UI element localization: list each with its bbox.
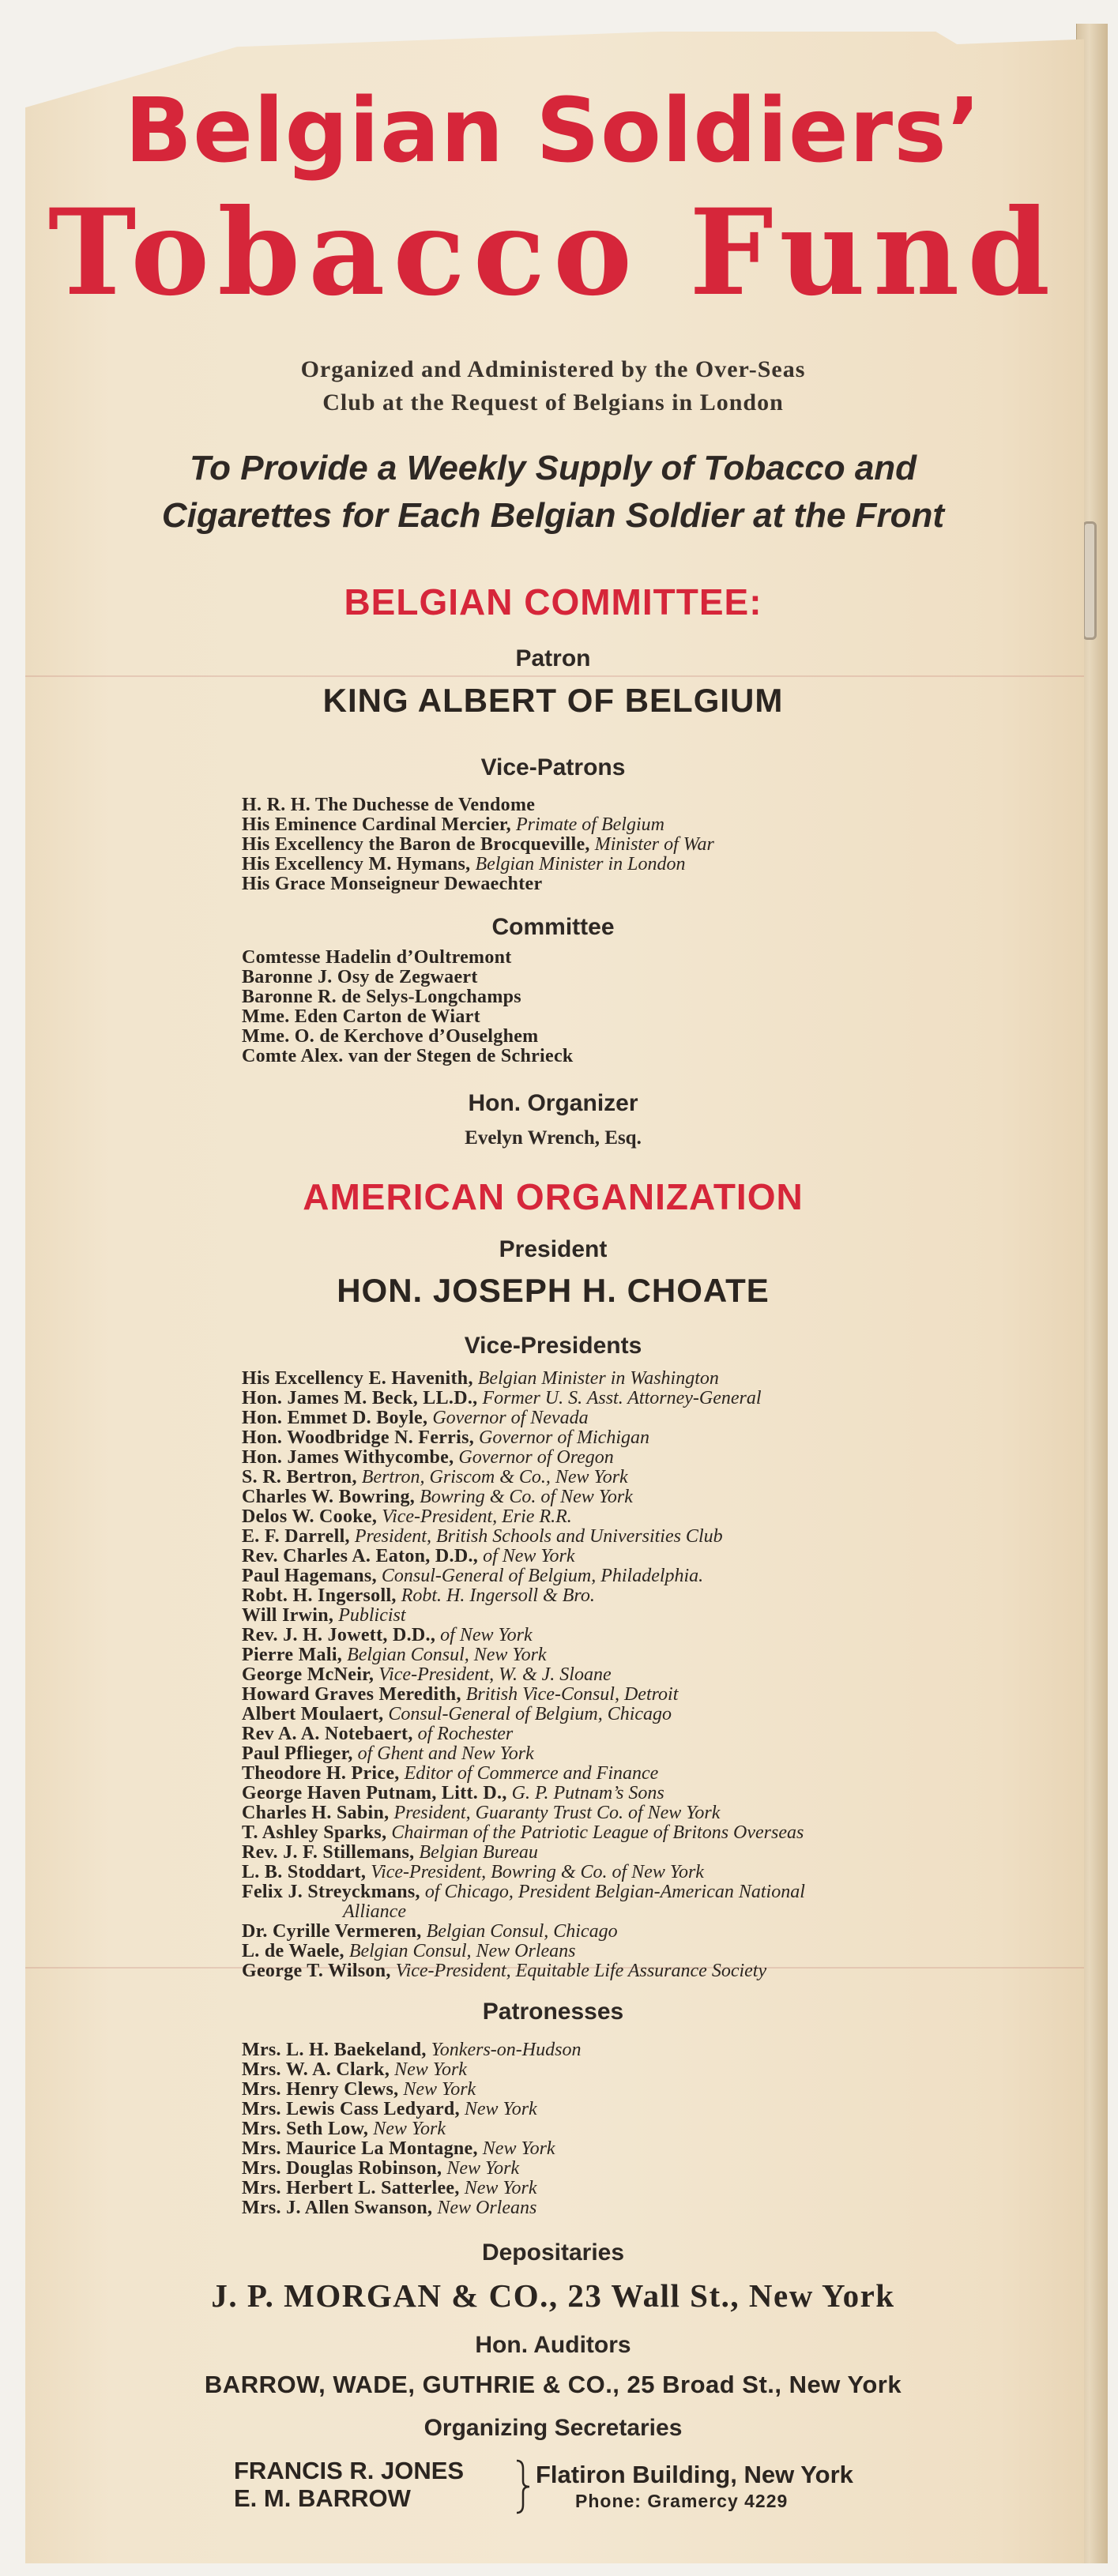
list-item-description: of New York (483, 1546, 575, 1566)
list-item (242, 2159, 1032, 2179)
list-item (242, 1027, 1032, 1047)
vice-presidents-label: Vice-Presidents (464, 1333, 642, 1359)
list-item (242, 1448, 1032, 1468)
list-item-name: Mrs. Maurice La Montagne, (242, 2138, 478, 2159)
auditors-name: BARROW, WADE, GUTHRIE & CO., 25 Broad St., New York (204, 2371, 902, 2398)
list-item (242, 1527, 1032, 1547)
list-item-name: Mrs. Douglas Robinson, (242, 2158, 442, 2179)
list-item (242, 1764, 1032, 1784)
list-item (242, 835, 1032, 855)
list-item (242, 987, 1032, 1007)
list-item (242, 1882, 1032, 1902)
list-item-name: H. R. H. The Duchesse de Vendome (242, 795, 536, 815)
list-item (242, 1863, 1032, 1882)
address: Flatiron Building, New York (536, 2461, 853, 2488)
list-item-description: Vice-President, W. & J. Sloane (378, 1664, 612, 1685)
list-item-name: Paul Pflieger, (242, 1743, 353, 1764)
list-item-description: Belgian Minister in London (475, 854, 686, 874)
president-name: HON. JOSEPH H. CHOATE (337, 1272, 770, 1309)
list-item (242, 1047, 1032, 1066)
list-item (242, 795, 1032, 815)
list-item-name: E. F. Darrell, (242, 1526, 350, 1547)
list-item (242, 874, 1032, 894)
purpose-line-1: To Provide a Weekly Supply of Tobacco and (189, 449, 917, 487)
list-item-description: President, Guaranty Trust Co. of New York (393, 1803, 721, 1823)
list-item (242, 1408, 1032, 1428)
list-item-description: Editor of Commerce and Finance (404, 1763, 659, 1784)
list-item-name: His Excellency E. Havenith, (242, 1368, 473, 1389)
list-item-name: Howard Graves Meredith, (242, 1684, 461, 1705)
list-item (242, 2119, 1032, 2139)
list-item (242, 1428, 1032, 1448)
list-item (242, 1803, 1032, 1823)
list-item (242, 1705, 1032, 1724)
patronesses-label: Patronesses (482, 1999, 624, 2025)
list-item-description: Robt. H. Ingersoll & Bro. (401, 1585, 595, 1606)
list-item (242, 1922, 1032, 1942)
list-item-name: Comtesse Hadelin d’Oultremont (242, 947, 512, 968)
list-item (242, 1823, 1032, 1843)
list-item-description: of Ghent and New York (357, 1743, 534, 1764)
list-item-name: Mrs. L. H. Baekeland, (242, 2040, 427, 2060)
list-item-name: Mme. O. de Kerchove d’Ouselghem (242, 1026, 539, 1047)
list-item-name: L. de Waele, (242, 1941, 344, 1961)
list-item-description: Primate of Belgium (515, 814, 664, 835)
list-item-description: Governor of Oregon (458, 1447, 614, 1468)
list-item-name: Mrs. J. Allen Swanson, (242, 2198, 433, 2218)
list-item-name: Felix J. Streyckmans, (242, 1882, 420, 1902)
list-item (242, 1645, 1032, 1665)
list-item-description: Consul-General of Belgium, Chicago (388, 1704, 672, 1724)
list-item-name: Theodore H. Price, (242, 1763, 400, 1784)
purpose-line-2: Cigarettes for Each Belgian Soldier at the Front (161, 496, 945, 535)
organizer-label: Hon. Organizer (468, 1090, 638, 1116)
list-item (242, 1468, 1032, 1487)
list-item-name: Rev A. A. Notebaert, (242, 1724, 413, 1744)
list-item-name: George McNeir, (242, 1664, 375, 1685)
list-item-description: Alliance (343, 1901, 406, 1922)
list-item (242, 2139, 1032, 2159)
list-item (242, 1487, 1032, 1507)
list-item (242, 1942, 1032, 1961)
list-item-name: George T. Wilson, (242, 1961, 391, 1981)
list-item (242, 1507, 1032, 1527)
list-item (242, 1843, 1032, 1863)
list-item-name: Rev. J. F. Stillemans, (242, 1842, 415, 1863)
list-item-description: Yonkers-on-Hudson (431, 2040, 582, 2060)
list-item-description: New York (464, 2099, 537, 2119)
title-line-1: Belgian Soldiers’ (124, 80, 982, 182)
list-item-name: Comte Alex. van der Stegen de Schrieck (242, 1046, 574, 1066)
vice-patrons-list (242, 795, 1032, 894)
list-item (242, 1369, 1032, 1389)
list-item-name: Mme. Eden Carton de Wiart (242, 1006, 480, 1027)
list-item-name: Rev. Charles A. Eaton, D.D., (242, 1546, 479, 1566)
vice-presidents-list (242, 1369, 1032, 1981)
list-item-name: Mrs. Seth Low, (242, 2119, 369, 2139)
committee-list (242, 948, 1032, 1066)
list-item (242, 2198, 1032, 2218)
list-item-description: Publicist (338, 1605, 406, 1626)
list-item-description: Belgian Bureau (419, 1842, 538, 1863)
list-item-name: Hon. James Withycombe, (242, 1447, 454, 1468)
list-item (242, 948, 1032, 968)
list-item-description: Vice-President, Equitable Life Assurance Society (395, 1961, 767, 1981)
list-item-description: New York (373, 2119, 446, 2139)
list-item (242, 1902, 1032, 1922)
list-item-name: Mrs. Herbert L. Satterlee, (242, 2178, 460, 2198)
list-item (242, 2080, 1032, 2100)
list-item-description: Consul-General of Belgium, Philadelphia. (381, 1566, 704, 1586)
list-item-description: Former U. S. Asst. Attorney-General (482, 1388, 762, 1408)
patronesses-list (242, 2040, 1032, 2218)
list-item (242, 1626, 1032, 1645)
organizer-name: Evelyn Wrench, Esq. (465, 1127, 642, 1149)
list-item-name: Robt. H. Ingersoll, (242, 1585, 397, 1606)
list-item-name: His Excellency M. Hymans, (242, 854, 471, 874)
list-item (242, 1665, 1032, 1685)
list-item-description: New York (403, 2079, 476, 2100)
list-item-description: Belgian Minister in Washington (477, 1368, 719, 1389)
list-item (242, 1606, 1032, 1626)
list-item-description: Bowring & Co. of New York (420, 1487, 633, 1507)
list-item (242, 1547, 1032, 1566)
secretary-2: E. M. BARROW (234, 2484, 411, 2512)
list-item-description: G. P. Putnam’s Sons (511, 1783, 664, 1803)
purpose-statement (47, 445, 1059, 540)
title-line-2: Tobacco Fund (47, 183, 1059, 322)
secretaries-label: Organizing Secretaries (423, 2415, 683, 2441)
list-item-name: Will Irwin, (242, 1605, 334, 1626)
list-item-description: New York (394, 2059, 467, 2080)
patron-label: Patron (515, 645, 591, 671)
organized-by (47, 353, 1059, 419)
list-item-name: Dr. Cyrille Vermeren, (242, 1921, 422, 1942)
list-item-description: of Chicago, President Belgian-American National (424, 1882, 805, 1902)
list-item (242, 1389, 1032, 1408)
list-item-name: Hon. James M. Beck, LL.D., (242, 1388, 478, 1408)
list-item-description: Governor of Nevada (432, 1408, 589, 1428)
list-item-name: His Eminence Cardinal Mercier, (242, 814, 511, 835)
american-organization-heading: AMERICAN ORGANIZATION (303, 1176, 804, 1217)
list-item (242, 1685, 1032, 1705)
list-item (242, 2100, 1032, 2119)
president-label: President (499, 1236, 608, 1262)
list-item-name: Mrs. Lewis Cass Ledyard, (242, 2099, 460, 2119)
list-item-name: Baronne R. de Selys-Longchamps (242, 987, 521, 1007)
list-item-name: L. B. Stoddart, (242, 1862, 367, 1882)
list-item-description: New York (464, 2178, 537, 2198)
list-item-name: Paul Hagemans, (242, 1566, 377, 1586)
organized-line-1: Organized and Administered by the Over-Seas (300, 356, 806, 382)
list-item-description: British Vice-Consul, Detroit (465, 1684, 679, 1705)
list-item (242, 1784, 1032, 1803)
list-item-description: Minister of War (594, 834, 714, 855)
list-item-name: Mrs. Henry Clews, (242, 2079, 399, 2100)
list-item (242, 1724, 1032, 1744)
document-content (47, 43, 1059, 2555)
list-item-name: T. Ashley Sparks, (242, 1822, 387, 1843)
list-item (242, 855, 1032, 874)
list-item-description: President, British Schools and Universities Club (354, 1526, 723, 1547)
list-item-description: New Orleans (437, 2198, 537, 2218)
list-item-name: George Haven Putnam, Litt. D., (242, 1783, 507, 1803)
list-item (242, 1586, 1032, 1606)
list-item-description: Chairman of the Patriotic League of Britons Overseas (391, 1822, 804, 1843)
list-item-description: Belgian Consul, New York (347, 1645, 547, 1665)
list-item-description: Bertron, Griscom & Co., New York (361, 1467, 628, 1487)
belgian-committee-heading: BELGIAN COMMITTEE: (344, 581, 762, 622)
depositaries-label: Depositaries (481, 2239, 625, 2266)
list-item-name: His Excellency the Baron de Brocqueville, (242, 834, 590, 855)
list-item (242, 1566, 1032, 1586)
list-item-description: of New York (440, 1625, 533, 1645)
patron-name: KING ALBERT OF BELGIUM (322, 682, 784, 719)
list-item (242, 2060, 1032, 2080)
list-item-description: New York (446, 2158, 520, 2179)
list-item-name: S. R. Bertron, (242, 1467, 357, 1487)
list-item-description: Vice-President, Bowring & Co. of New York (371, 1862, 704, 1882)
list-item-name: Baronne J. Osy de Zegwaert (242, 967, 478, 987)
list-item-name: Pierre Mali, (242, 1645, 343, 1665)
list-item-description: Belgian Consul, Chicago (426, 1921, 618, 1942)
phone: Phone: Gramercy 4229 (575, 2491, 789, 2511)
list-item-description: Governor of Michigan (479, 1427, 649, 1448)
committee-label: Committee (491, 914, 615, 940)
list-item-name: Hon. Emmet D. Boyle, (242, 1408, 428, 1428)
vice-patrons-label: Vice-Patrons (480, 754, 626, 780)
list-item-name: Mrs. W. A. Clark, (242, 2059, 390, 2080)
brace-icon (514, 2459, 531, 2514)
list-item (242, 1007, 1032, 1027)
list-item-name: Charles H. Sabin, (242, 1803, 390, 1823)
list-item-name: Hon. Woodbridge N. Ferris, (242, 1427, 475, 1448)
list-item-description: Vice-President, Erie R.R. (382, 1506, 572, 1527)
list-item-name: Delos W. Cooke, (242, 1506, 378, 1527)
list-item (242, 1744, 1032, 1764)
organized-line-2: Club at the Request of Belgians in London (322, 389, 784, 416)
list-item-name: His Grace Monseigneur Dewaechter (242, 874, 543, 894)
list-item-name: Rev. J. H. Jowett, D.D., (242, 1625, 436, 1645)
list-item (242, 2040, 1032, 2060)
list-item-name: Charles W. Bowring, (242, 1487, 416, 1507)
list-item (242, 815, 1032, 835)
list-item-name: Albert Moulaert, (242, 1704, 384, 1724)
depositaries-name: J. P. MORGAN & CO., 23 Wall St., New York (211, 2277, 895, 2314)
list-item-description: New York (482, 2138, 555, 2159)
list-item-description: of Rochester (417, 1724, 514, 1744)
list-item (242, 1961, 1032, 1981)
list-item (242, 2179, 1032, 2198)
secretary-1: FRANCIS R. JONES (234, 2457, 465, 2484)
auditors-label: Hon. Auditors (475, 2332, 631, 2358)
list-item (242, 968, 1032, 987)
list-item-description: Belgian Consul, New Orleans (348, 1941, 576, 1961)
paper-clip (1082, 521, 1097, 640)
